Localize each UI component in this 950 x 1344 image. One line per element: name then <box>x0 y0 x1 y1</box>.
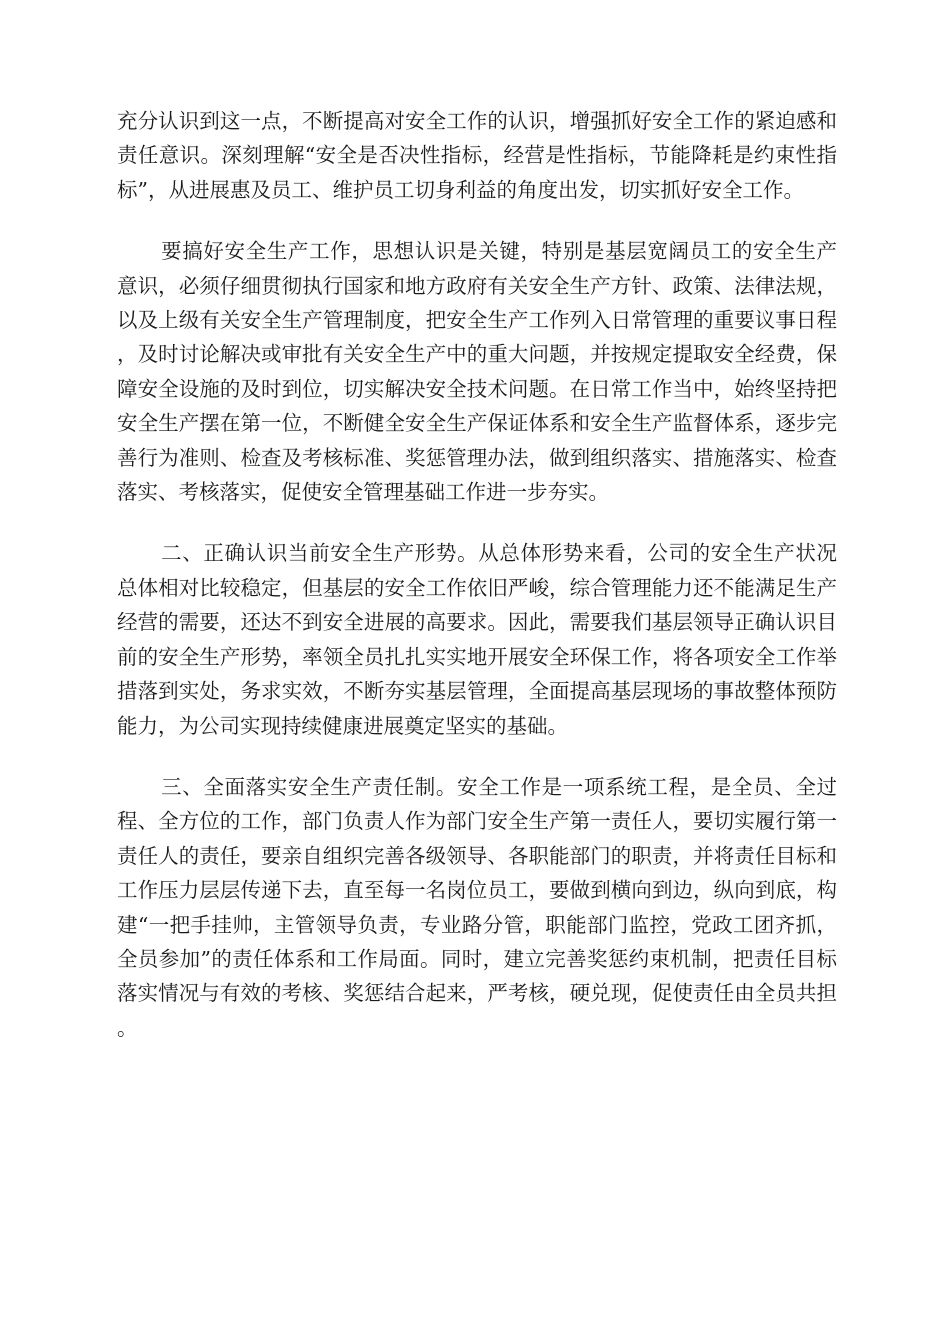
paragraph-1: 充分认识到这一点，不断提高对安全工作的认识，增强抓好安全工作的紧迫感和责任意识。深刻理解“安全是否决性指标，经营是性指标，节能降耗是约束性指标”，从进展惠及员工、维护员工切身利益的角度出发，切实抓好安全工作。 <box>117 109 837 202</box>
paragraph-2: 要搞好安全生产工作，思想认识是关键，特别是基层宽阔员工的安全生产意识，必须仔细贯彻执行国家和地方政府有关安全生产方针、政策、法律法规，以及上级有关安全生产管理制度，把安全生产工作列入日常管理的重要议事日程，及时讨论解决或审批有关安全生产中的重大问题，并按规定提取安全经费，保障安全设施的及时到位，切实解决安全技术问题。在日常工作当中，始终坚持把安全生产摆在第一位，不断健全安全生产保证体系和安全生产监督体系，逐步完善行为准则、检查及考核标准、奖惩管理办法，做到组织落实、措施落实、检查落实、考核落实，促使安全管理基础工作进一步夯实。 <box>117 239 837 505</box>
document-page <box>117 104 837 1072</box>
paragraph-3: 二、正确认识当前安全生产形势。从总体形势来看，公司的安全生产状况总体相对比较稳定，但基层的安全工作依旧严峻，综合管理能力还不能满足生产经营的需要，还达不到安全进展的高要求。因此，需要我们基层领导正确认识目前的安全生产形势，率领全员扎扎实实地开展安全环保工作，将各项安全工作举措落到实处，务求实效，不断夯实基层管理，全面提高基层现场的事故整体预防能力，为公司实现持续健康进展奠定坚实的基础。 <box>117 541 837 738</box>
paragraph-4: 三、全面落实安全生产责任制。安全工作是一项系统工程，是全员、全过程、全方位的工作，部门负责人作为部门安全生产第一责任人，要切实履行第一责任人的责任，要亲自组织完善各级领导、各职能部门的职责，并将责任目标和工作压力层层传递下去，直至每一名岗位员工，要做到横向到边，纵向到底，构建“一把手挂帅，主管领导负责，专业路分管，职能部门监控，党政工团齐抓，全员参加”的责任体系和工作局面。同时，建立完善奖惩约束机制，把责任目标落实情况与有效的考核、奖惩结合起来，严考核，硬兑现，促使责任由全员共担。 <box>117 774 837 1040</box>
